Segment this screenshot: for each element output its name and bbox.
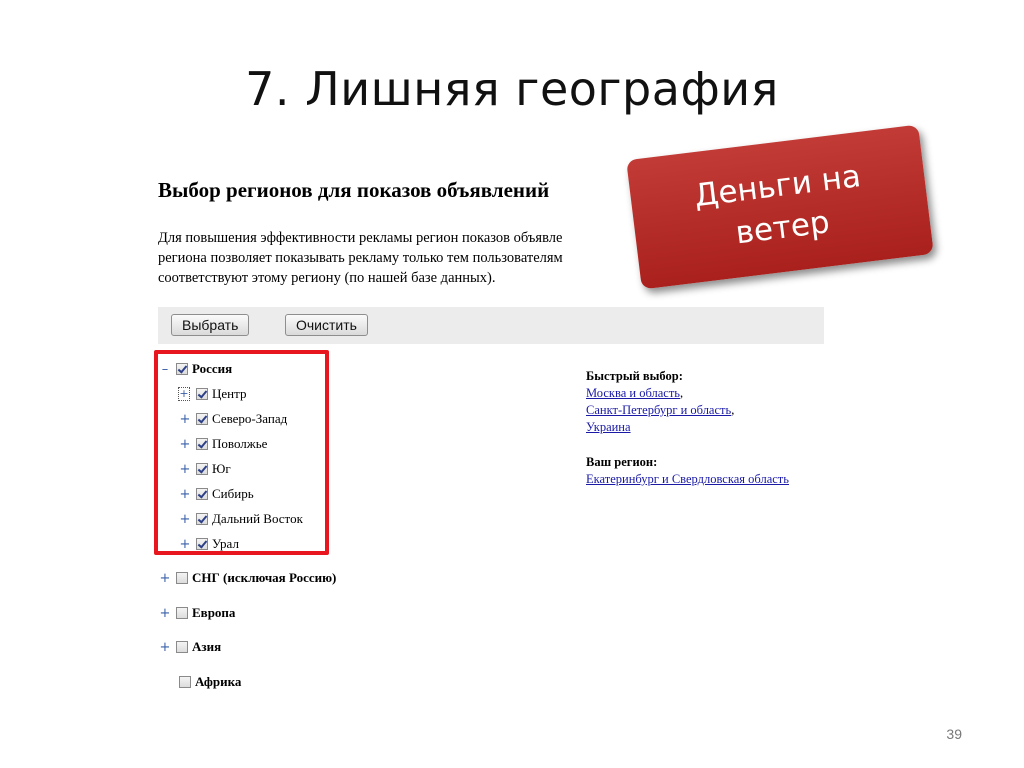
tree-row-asia: [158, 638, 221, 656]
expand-icon[interactable]: +: [179, 461, 191, 477]
expand-icon[interactable]: +: [179, 387, 189, 400]
expand-icon[interactable]: +: [179, 436, 191, 452]
description-line: региона позволяет показывать рекламу только тем пользователям: [158, 250, 563, 266]
your-region-label: Ваш регион:: [586, 455, 658, 469]
quick-select-label: Быстрый выбор:: [586, 369, 683, 383]
tree-label-south: Юг: [212, 461, 231, 476]
badge-line: Деньги на: [692, 158, 863, 215]
checkbox-asia[interactable]: [176, 641, 188, 653]
tree-label-russia: Россия: [192, 361, 233, 376]
tree-row-europe: [158, 604, 235, 622]
badge-line: ветер: [733, 204, 832, 252]
region-selection-heading: Выбор регионов для показов объявлений: [158, 178, 550, 202]
tree-label-center: Центр: [212, 386, 247, 401]
tree-label-europe: Европа: [192, 605, 236, 620]
expand-icon[interactable]: +: [159, 605, 171, 621]
clear-button[interactable]: Очистить: [285, 314, 368, 336]
slide-title: 7. Лишняя география: [245, 62, 779, 116]
expand-icon[interactable]: +: [179, 411, 191, 427]
link-spb-region[interactable]: Санкт-Петербург и область: [586, 403, 732, 417]
region-toolbar: [158, 307, 824, 344]
checkbox-europe[interactable]: [176, 607, 188, 619]
expand-icon[interactable]: +: [179, 486, 191, 502]
money-wasted-badge: [626, 125, 934, 290]
link-ukraine[interactable]: Украина: [586, 420, 631, 434]
tree-label-siberia: Сибирь: [212, 486, 254, 501]
tree-row-africa: [179, 673, 241, 691]
quick-select-panel: [586, 368, 789, 488]
select-button[interactable]: Выбрать: [171, 314, 249, 336]
tree-row-cis: [158, 569, 336, 587]
tree-label-cis: СНГ (исключая Россию): [192, 570, 337, 585]
checkbox-africa[interactable]: [179, 676, 191, 688]
tree-label-volga: Поволжье: [212, 436, 268, 451]
description-line: соответствуют этому региону (по нашей базе данных).: [158, 270, 496, 286]
russia-highlight-frame: [154, 350, 329, 555]
link-separator: ,: [731, 403, 735, 417]
link-separator: ,: [680, 386, 684, 400]
expand-icon[interactable]: +: [159, 570, 171, 586]
description-line: Для повышения эффективности рекламы регион показов объявле: [158, 230, 563, 246]
expand-icon[interactable]: +: [179, 536, 191, 552]
tree-label-africa: Африка: [195, 674, 242, 689]
tree-label-northwest: Северо-Запад: [212, 411, 288, 426]
link-your-region[interactable]: Екатеринбург и Свердловская область: [586, 472, 789, 486]
tree-label-ural: Урал: [212, 536, 239, 551]
collapse-icon[interactable]: –: [161, 361, 169, 377]
checkbox-cis[interactable]: [176, 572, 188, 584]
tree-label-far-east: Дальний Восток: [212, 511, 303, 526]
expand-icon[interactable]: +: [179, 511, 191, 527]
expand-icon[interactable]: +: [159, 639, 171, 655]
tree-label-asia: Азия: [192, 639, 222, 654]
link-moscow-region[interactable]: Москва и область: [586, 386, 681, 400]
page-number: 39: [946, 726, 962, 742]
